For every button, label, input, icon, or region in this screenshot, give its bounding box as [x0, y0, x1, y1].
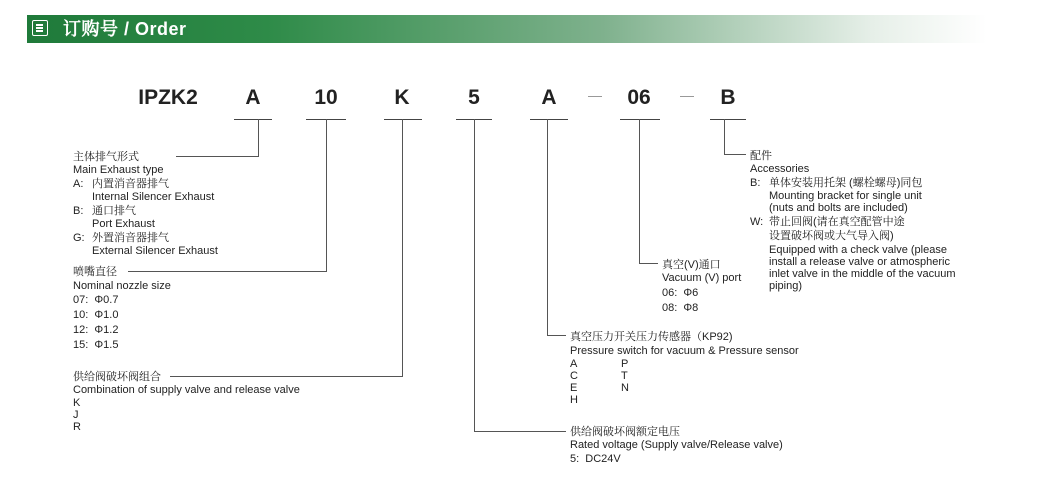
valve-title-en: Combination of supply valve and release valve	[73, 384, 300, 396]
pressure-option: N	[621, 382, 629, 394]
leader-exhaust-h	[176, 156, 259, 157]
code-segment-voltage: 5	[468, 86, 480, 109]
underline-valve	[384, 119, 422, 120]
code-prefix: IPZK2	[138, 86, 198, 109]
leader-port-v	[639, 119, 640, 264]
exhaust-option-code: G:	[73, 232, 85, 244]
code-dash	[588, 96, 602, 97]
code-segment-nozzle: 10	[314, 86, 338, 109]
leader-pressure-v	[547, 119, 548, 336]
nozzle-option: 10: Φ1.0	[73, 309, 119, 321]
leader-nozzle-h	[128, 271, 327, 272]
accessories-w-code: W:	[750, 216, 764, 228]
leader-voltage-h	[474, 431, 566, 432]
leader-accessories-v	[724, 119, 725, 155]
underline-port	[620, 119, 660, 120]
accessories-w-en: inlet valve in the middle of the vacuum	[769, 268, 956, 280]
nozzle-option: 07: Φ0.7	[73, 294, 119, 306]
underline-accessories	[710, 119, 746, 120]
voltage-title-cn: 供给阀破坏阀额定电压	[570, 426, 680, 438]
leader-valve-h	[170, 376, 403, 377]
accessories-title-cn: 配件	[750, 150, 772, 162]
accessories-w-en: piping)	[769, 280, 803, 292]
pressure-option: A	[570, 358, 578, 370]
valve-title-cn: 供给阀破坏阀组合	[73, 371, 161, 383]
exhaust-option-en: External Silencer Exhaust	[92, 245, 218, 257]
nozzle-title-en: Nominal nozzle size	[73, 280, 171, 292]
exhaust-option-cn: 通口排气	[92, 205, 136, 217]
exhaust-option-cn: 外置消音器排气	[92, 232, 169, 244]
nozzle-option: 15: Φ1.5	[73, 339, 119, 351]
valve-option: R	[73, 421, 81, 433]
exhaust-title-cn: 主体排气形式	[73, 151, 139, 163]
code-segment-accessories: B	[720, 86, 736, 109]
code-segment-exhaust: A	[245, 86, 261, 109]
accessories-w-cn: 带止回阀(请在真空配管中途	[769, 216, 905, 228]
voltage-option: 5: DC24V	[570, 453, 621, 465]
pressure-option: C	[570, 370, 578, 382]
exhaust-option-code: A:	[73, 178, 84, 190]
leader-pressure-h	[547, 335, 566, 336]
nozzle-option: 12: Φ1.2	[73, 324, 119, 336]
exhaust-option-code: B:	[73, 205, 84, 217]
accessories-b-code: B:	[750, 177, 761, 189]
leader-accessories-h	[724, 154, 746, 155]
exhaust-option-cn: 内置消音器排气	[92, 178, 169, 190]
page-title: 订购号 / Order	[63, 19, 187, 39]
accessories-w-en: Equipped with a check valve (please	[769, 244, 947, 256]
leader-valve-v	[402, 119, 403, 377]
valve-option: J	[73, 409, 79, 421]
pressure-option: H	[570, 394, 578, 406]
accessories-b-en: (nuts and bolts are included)	[769, 202, 908, 214]
code-segment-pressure: A	[541, 86, 557, 109]
accessories-w-cn: 设置破坏阀或大气导入阀)	[769, 230, 894, 242]
port-option: 08: Φ8	[662, 302, 699, 314]
leader-exhaust-v	[258, 119, 259, 157]
pressure-option: T	[621, 370, 628, 382]
exhaust-option-en: Internal Silencer Exhaust	[92, 191, 215, 203]
exhaust-option-en: Port Exhaust	[92, 218, 155, 230]
leader-port-h	[639, 263, 658, 264]
header-bar	[27, 15, 987, 43]
underline-pressure	[530, 119, 568, 120]
exhaust-title-en: Main Exhaust type	[73, 164, 164, 176]
port-option: 06: Φ6	[662, 287, 699, 299]
code-segment-port: 06	[627, 86, 651, 109]
accessories-b-cn: 单体安装用托架 (螺栓螺母)同包	[769, 177, 923, 189]
underline-exhaust	[234, 119, 272, 120]
pressure-option: E	[570, 382, 578, 394]
code-segment-valve: K	[394, 86, 410, 109]
accessories-title-en: Accessories	[750, 163, 810, 175]
pressure-title-en: Pressure switch for vacuum & Pressure sensor	[570, 345, 799, 357]
pressure-title-cn: 真空压力开关压力传感器（KP92)	[570, 331, 733, 343]
port-title-cn: 真空(V)通口	[662, 259, 721, 271]
leader-voltage-v	[474, 119, 475, 432]
port-title-en: Vacuum (V) port	[662, 272, 742, 284]
accessories-w-en: install a release valve or atmospheric	[769, 256, 950, 268]
pressure-option: P	[621, 358, 629, 370]
accessories-b-en: Mounting bracket for single unit	[769, 190, 922, 202]
valve-option: K	[73, 397, 81, 409]
catalog-icon	[32, 20, 48, 36]
nozzle-title-cn: 喷嘴直径	[73, 266, 117, 278]
code-dash	[680, 96, 694, 97]
leader-nozzle-v	[326, 119, 327, 272]
voltage-title-en: Rated voltage (Supply valve/Release valve)	[570, 439, 783, 451]
